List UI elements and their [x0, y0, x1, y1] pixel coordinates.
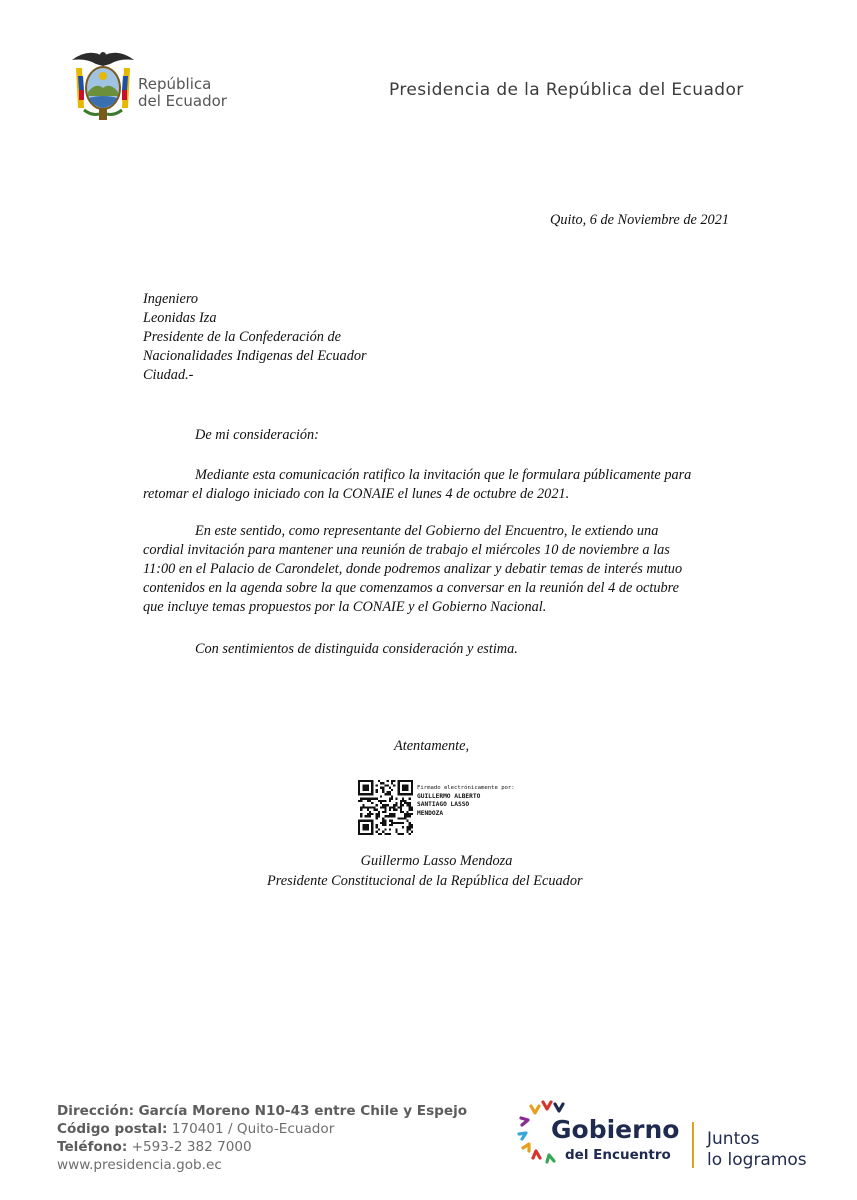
phone-value: +593-2 382 7000: [131, 1139, 252, 1155]
recipient-line: Ingeniero: [143, 291, 199, 307]
postal-label: Código postal:: [57, 1121, 168, 1137]
logo-line-2: del Ecuador: [138, 92, 227, 110]
gobierno-logo-icon: [515, 1098, 820, 1178]
recipient-block: [143, 290, 367, 385]
paragraph-line: contenidos en la agenda sobre la que comenzamos a conversar en la reunión del 4 de octubre: [143, 580, 680, 596]
postal-value: 170401 / Quito-Ecuador: [171, 1121, 335, 1137]
brand-line-2: del Encuentro: [565, 1147, 671, 1163]
closing-line: Con sentimientos de distinguida consideración y estima.: [195, 641, 518, 657]
gobierno-del-encuentro-logo: [515, 1098, 820, 1178]
header-title: Presidencia de la República del Ecuador: [389, 80, 744, 100]
electronic-signature-block: [417, 784, 515, 818]
signed-by-name-line: MENDOZA: [417, 809, 444, 817]
signed-by-name-line: GUILLERMO ALBERTO: [417, 792, 481, 800]
footer-address-row: [57, 1102, 467, 1120]
salutation: De mi consideración:: [195, 427, 319, 443]
logo-line-1: República: [138, 75, 212, 93]
paragraph-line: En este sentido, como representante del Gobierno del Encuentro, le extiendo una: [195, 523, 659, 539]
signed-by-name-line: SANTIAGO LASSO: [417, 801, 470, 808]
paragraph-2: [143, 522, 729, 617]
qr-code-icon: [358, 780, 413, 835]
slogan-line-1: Juntos: [707, 1129, 760, 1149]
signed-by-label: Firmado electrónicamente por:: [417, 785, 515, 791]
qr-code-graphic: [358, 780, 413, 835]
paragraph-line: retomar el dialogo iniciado con la CONAIE el lunes 4 de octubre de 2021.: [143, 486, 570, 502]
phone-label: Teléfono:: [57, 1139, 128, 1155]
footer-website[interactable]: www.presidencia.gob.ec: [57, 1157, 222, 1173]
address-value: García Moreno N10-43 entre Chile y Espejo: [138, 1103, 468, 1119]
recipient-line: Nacionalidades Indigenas del Ecuador: [143, 348, 367, 364]
signer-title: Presidente Constitucional de la República del Ecuador: [267, 873, 583, 889]
paragraph-line: 11:00 en el Palacio de Carondelet, donde podremos analizar y debatir temas de interés mutuo: [143, 561, 683, 577]
address-label: Dirección:: [57, 1103, 135, 1119]
signer-name-row: [0, 852, 857, 871]
paragraph-line: cordial invitación para mantener una reunión de trabajo el miércoles 10 de noviembre a las: [143, 542, 670, 558]
brand-line-1: Gobierno: [551, 1115, 680, 1144]
paragraph-line: que incluye temas propuestos por la CONAIE y el Gobierno Nacional.: [143, 599, 547, 615]
paragraph-line: Mediante esta comunicación ratifico la invitación que le formulara públicamente para: [195, 467, 692, 483]
recipient-line: Ciudad.-: [143, 367, 194, 383]
logo-wordmark: [138, 76, 227, 110]
footer-phone-row: [57, 1138, 467, 1156]
signer-name: Guillermo Lasso Mendoza: [360, 853, 513, 869]
farewell: Atentamente,: [394, 738, 470, 754]
footer-postal-row: [57, 1120, 467, 1138]
recipient-line: Presidente de la Confederación de: [143, 329, 341, 345]
coat-of-arms-icon: [68, 46, 138, 122]
recipient-line: Leonidas Iza: [143, 310, 217, 326]
letter-date: Quito, 6 de Noviembre de 2021: [550, 212, 729, 228]
slogan-line-2: lo logramos: [707, 1150, 807, 1170]
footer-contact: [57, 1102, 467, 1174]
paragraph-1: [143, 466, 729, 504]
